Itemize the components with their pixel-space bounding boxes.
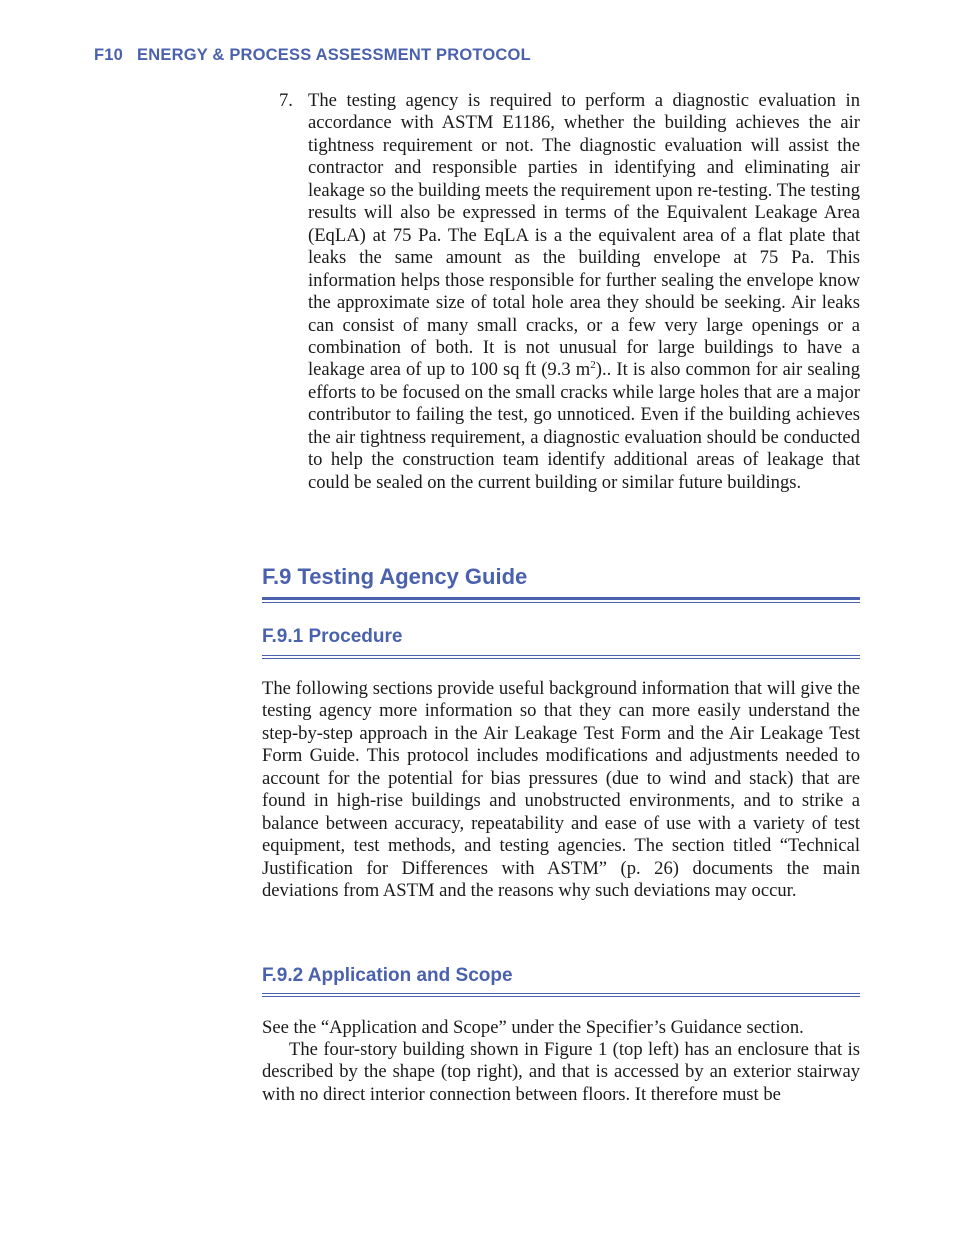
procedure-paragraph: The following sections provide useful background information that will give the testing agency more information so that they can more easily understand the step-by-step approach in the Air Leakage Test Form and the Air Leakage Test Form Guide. This protocol includes modifications and adjustments needed to account for the potential for bias pressures (due to wind and stack) that are found in high-rise buildings and unobstructed environments, and to strike a balance between accuracy, repeatability and ease of use with a variety of test equipment, test methods, and testing agencies. The section titled “Technical Justification for Differences with ASTM” (p. 26) documents the main deviations from ASTM and the reasons why such deviations may occur. bbox=[262, 678, 860, 902]
subheading-rule-bottom bbox=[262, 658, 860, 659]
list-item-text-part1: The testing agency is required to perform a diagnostic evaluation in accordance with ASTM E1186, whether the building achieves the air tightness requirement or not. The diagnostic evaluation will assist the contractor and responsible parties in identifying and eliminating air leakage so the building meets the requirement upon re-testing. The testing results will also be expressed in terms of the Equivalent Leakage Area (EqLA) at 75 Pa. The EqLA is a the equivalent area of a flat plate that leaks the same amount as the building envelope at 75 Pa. This information helps those responsible for further sealing the envelope know the approximate size of total hole area they should be seeking. Air leaks can consist of many small cracks, or a few very large openings or a combination of both. It is not unusual for large buildings to have a leakage area of up to 100 sq ft (9.3 m bbox=[308, 90, 860, 381]
page-number: F10 bbox=[94, 46, 124, 64]
list-item-number: 7. bbox=[279, 90, 293, 111]
list-item-text bbox=[308, 90, 860, 494]
section-heading-f9: F.9 Testing Agency Guide bbox=[262, 564, 528, 589]
subheading-rule-top bbox=[262, 655, 860, 656]
subheading-rule-top bbox=[262, 993, 860, 994]
scope-paragraph-1: See the “Application and Scope” under the Specifier’s Guidance section. bbox=[262, 1017, 804, 1038]
scope-paragraph-2: The four-story building shown in Figure 1 (top left) has an enclosure that is described by the shape (top right), and that is accessed by an exterior stairway with no direct interior connection between floors. It therefore must be bbox=[262, 1039, 860, 1105]
subheading-rule-bottom bbox=[262, 996, 860, 997]
heading-rule-thin bbox=[262, 602, 860, 603]
list-item-7 bbox=[279, 90, 860, 494]
superscript-2: 2 bbox=[590, 359, 596, 372]
running-header bbox=[94, 46, 531, 65]
section-heading-f9-2: F.9.2 Application and Scope bbox=[262, 965, 513, 986]
list-item-text-part2: ).. It is also common for air sealing efforts to be focused on the small cracks while large holes that are a major contributor to failing the test, go unnoticed. Even if the building achieves the air tightness requirement, a diagnostic evaluation should be conducted to help the construction team identify additional areas of leakage that could be sealed on the current building or similar future buildings. bbox=[308, 359, 860, 493]
running-title: ENERGY & PROCESS ASSESSMENT PROTOCOL bbox=[137, 46, 531, 64]
section-heading-f9-1: F.9.1 Procedure bbox=[262, 626, 403, 647]
heading-rule-thick bbox=[262, 597, 860, 600]
